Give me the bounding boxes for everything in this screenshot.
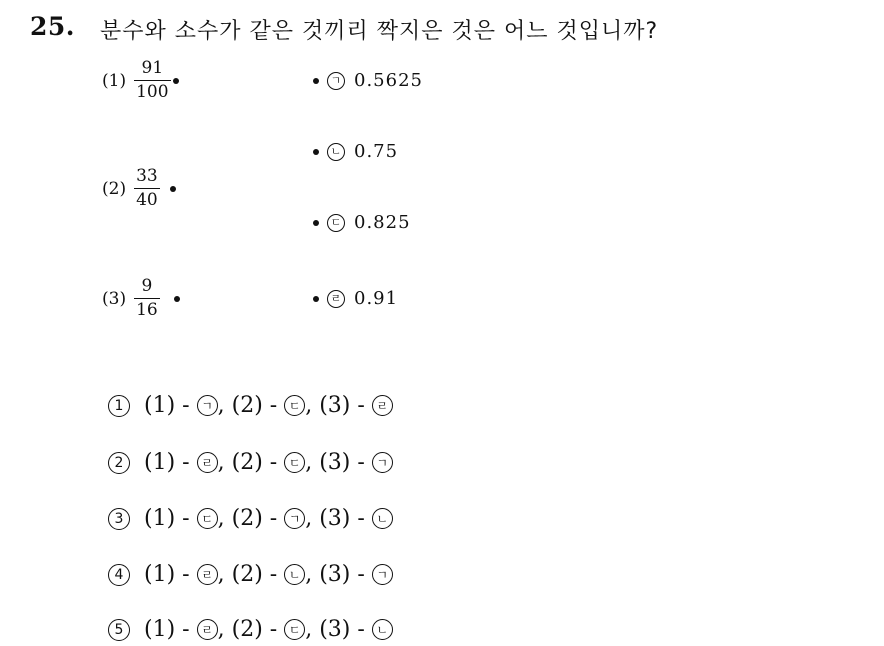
pair-dash: - bbox=[269, 393, 278, 418]
circled-marker: ㄹ bbox=[372, 395, 393, 416]
connect-dot[interactable] bbox=[313, 296, 319, 302]
choice-number: 2 bbox=[108, 452, 130, 474]
choice-number: 4 bbox=[108, 564, 130, 586]
numerator: 33 bbox=[136, 166, 158, 186]
separator: , bbox=[217, 617, 225, 642]
pair-dash: - bbox=[357, 393, 365, 418]
pair-dash: - bbox=[269, 450, 278, 475]
pair bbox=[319, 506, 393, 531]
denominator: 40 bbox=[136, 190, 158, 211]
choice-number: 3 bbox=[108, 508, 130, 530]
decimal-value: 0.91 bbox=[354, 288, 399, 309]
pair-dash: - bbox=[182, 450, 190, 475]
separator: , bbox=[305, 562, 313, 587]
fraction bbox=[134, 278, 160, 319]
answer-choice-5[interactable] bbox=[108, 617, 393, 642]
pair bbox=[144, 617, 218, 642]
pair bbox=[144, 506, 218, 531]
pair bbox=[232, 506, 306, 531]
circled-marker: ㄴ bbox=[372, 619, 393, 640]
separator: , bbox=[217, 450, 225, 475]
pair-item: (1) bbox=[144, 562, 176, 587]
connect-dot[interactable] bbox=[313, 220, 319, 226]
pair bbox=[232, 617, 306, 642]
numerator: 91 bbox=[141, 58, 164, 78]
pair-item: (3) bbox=[319, 393, 351, 418]
connect-dot[interactable] bbox=[170, 186, 176, 192]
pair-item: (2) bbox=[231, 562, 263, 587]
question-number: 25. bbox=[30, 12, 75, 41]
denominator: 16 bbox=[136, 300, 158, 321]
question-text: 분수와 소수가 같은 것끼리 짝지은 것은 어느 것입니까? bbox=[100, 19, 659, 44]
pair-dash: - bbox=[182, 393, 190, 418]
pair bbox=[232, 450, 306, 475]
pair bbox=[232, 562, 306, 587]
pair bbox=[144, 450, 218, 475]
decimal-value: 0.5625 bbox=[354, 70, 423, 91]
pair-item: (1) bbox=[144, 450, 176, 475]
pair bbox=[319, 617, 393, 642]
circled-marker: ㄱ bbox=[327, 72, 345, 90]
pair-dash: - bbox=[269, 617, 278, 642]
pair-dash: - bbox=[357, 562, 365, 587]
fraction-item-3 bbox=[102, 278, 180, 319]
pair-item: (3) bbox=[319, 617, 351, 642]
fraction-item-1 bbox=[102, 60, 179, 101]
pair-item: (1) bbox=[144, 617, 176, 642]
connect-dot[interactable] bbox=[174, 296, 180, 302]
separator: , bbox=[305, 506, 313, 531]
answer-choice-4[interactable] bbox=[108, 562, 393, 587]
circled-marker: ㄱ bbox=[372, 452, 393, 473]
pair-dash: - bbox=[357, 506, 365, 531]
circled-marker: ㄹ bbox=[197, 619, 218, 640]
pair-item: (1) bbox=[144, 506, 176, 531]
circled-marker: ㄷ bbox=[197, 508, 218, 529]
circled-marker: ㄷ bbox=[284, 452, 305, 473]
pair bbox=[232, 393, 306, 418]
separator: , bbox=[305, 450, 313, 475]
fraction bbox=[134, 60, 170, 101]
pair-dash: - bbox=[269, 506, 278, 531]
pair bbox=[319, 393, 393, 418]
pair-item: (2) bbox=[231, 617, 263, 642]
decimal-item-4 bbox=[313, 288, 398, 309]
fraction-item-2 bbox=[102, 168, 176, 209]
pair-dash: - bbox=[182, 562, 190, 587]
decimal-item-3 bbox=[313, 212, 411, 233]
pair bbox=[144, 393, 218, 418]
circled-marker: ㄷ bbox=[327, 214, 345, 232]
connect-dot[interactable] bbox=[173, 78, 179, 84]
circled-marker: ㄱ bbox=[284, 508, 305, 529]
pair-item: (3) bbox=[319, 506, 351, 531]
separator: , bbox=[305, 393, 313, 418]
separator: , bbox=[217, 562, 225, 587]
decimal-item-1 bbox=[313, 70, 423, 91]
circled-marker: ㄹ bbox=[197, 564, 218, 585]
circled-marker: ㄹ bbox=[197, 452, 218, 473]
choice-number: 1 bbox=[108, 395, 130, 417]
circled-marker: ㄱ bbox=[372, 564, 393, 585]
fraction-label: (3) bbox=[102, 288, 127, 309]
fraction bbox=[134, 168, 160, 209]
denominator: 100 bbox=[136, 82, 169, 103]
pair-item: (3) bbox=[319, 562, 351, 587]
pair-dash: - bbox=[182, 506, 190, 531]
circled-marker: ㄴ bbox=[327, 143, 345, 161]
answer-choice-1[interactable] bbox=[108, 393, 393, 418]
fraction-label: (2) bbox=[102, 178, 127, 199]
circled-marker: ㄴ bbox=[284, 564, 305, 585]
numerator: 9 bbox=[141, 276, 153, 296]
pair bbox=[319, 450, 393, 475]
pair-dash: - bbox=[357, 617, 365, 642]
pair bbox=[319, 562, 393, 587]
separator: , bbox=[217, 506, 225, 531]
pair-item: (3) bbox=[319, 450, 351, 475]
pair-item: (2) bbox=[231, 450, 263, 475]
answer-choice-2[interactable] bbox=[108, 450, 393, 475]
choice-number: 5 bbox=[108, 619, 130, 641]
pair-item: (2) bbox=[231, 393, 263, 418]
answer-choice-3[interactable] bbox=[108, 506, 393, 531]
pair-item: (2) bbox=[231, 506, 263, 531]
circled-marker: ㄹ bbox=[327, 290, 345, 308]
circled-marker: ㄷ bbox=[284, 395, 305, 416]
separator: , bbox=[217, 393, 225, 418]
fraction-label: (1) bbox=[102, 70, 127, 91]
separator: , bbox=[305, 617, 313, 642]
circled-marker: ㄷ bbox=[284, 619, 305, 640]
circled-marker: ㄴ bbox=[372, 508, 393, 529]
decimal-value: 0.75 bbox=[354, 141, 399, 162]
circled-marker: ㄱ bbox=[197, 395, 218, 416]
decimal-value: 0.825 bbox=[354, 212, 411, 233]
pair bbox=[144, 562, 218, 587]
connect-dot[interactable] bbox=[313, 149, 319, 155]
pair-item: (1) bbox=[144, 393, 176, 418]
pair-dash: - bbox=[357, 450, 365, 475]
connect-dot[interactable] bbox=[313, 78, 319, 84]
pair-dash: - bbox=[269, 562, 278, 587]
decimal-item-2 bbox=[313, 141, 398, 162]
pair-dash: - bbox=[182, 617, 190, 642]
